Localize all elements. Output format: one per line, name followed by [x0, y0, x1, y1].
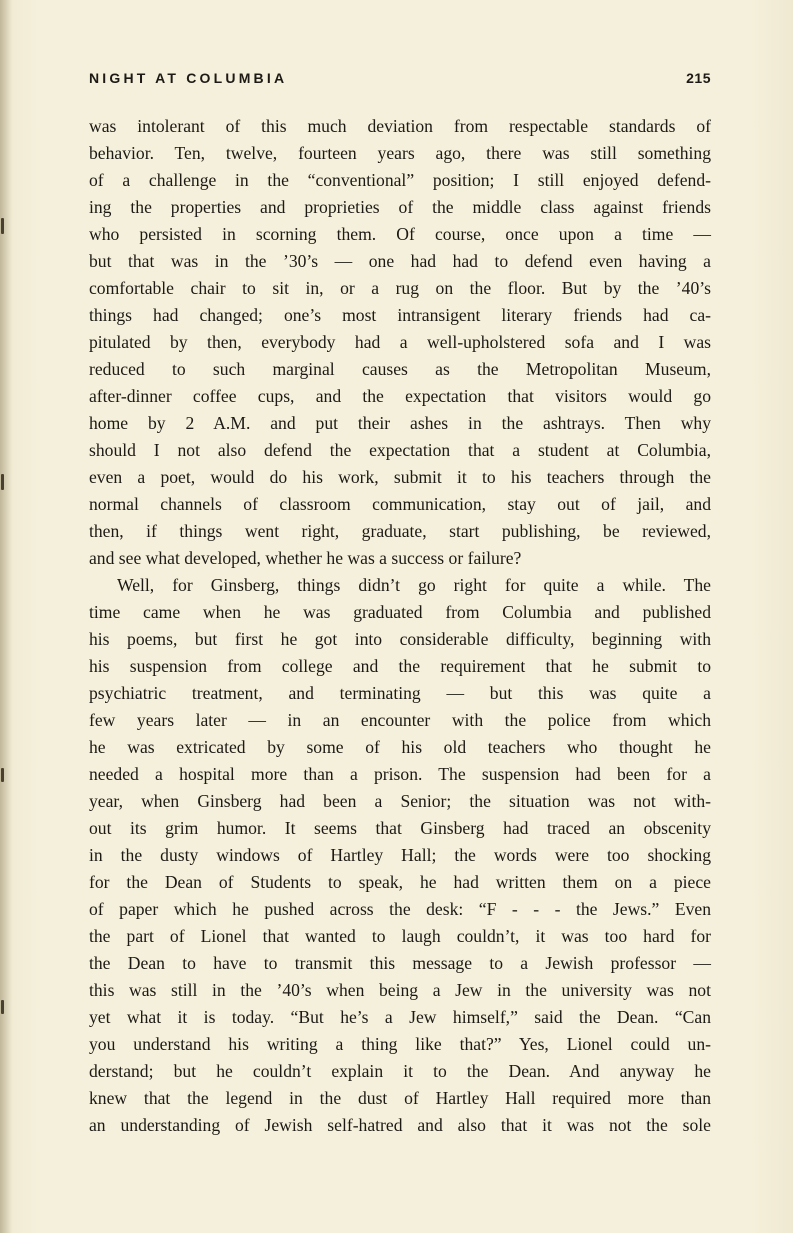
- text-line: his suspension from college and the requirement that he submit to: [89, 656, 711, 676]
- text-line: ing the properties and proprieties of the middle class against friends: [89, 197, 711, 217]
- text-line: then, if things went right, graduate, start publishing, be reviewed,: [89, 521, 711, 541]
- paragraph-last-line: and see what developed, whether he was a success or failure?: [89, 548, 522, 568]
- binding-mark: [1, 218, 4, 234]
- text-line: even a poet, would do his work, submit it to his teachers through the: [89, 467, 711, 487]
- text-line: but that was in the ’30’s — one had had to defend even having a: [89, 251, 711, 271]
- text-line: this was still in the ’40’s when being a Jew in the university was not: [89, 980, 711, 1000]
- text-line: you understand his writing a thing like that?” Yes, Lionel could un-: [89, 1034, 711, 1054]
- text-line: normal channels of classroom communication, stay out of jail, and: [89, 494, 711, 514]
- paragraph-first-line: Well, for Ginsberg, things didn’t go right for quite a while. The: [117, 575, 711, 595]
- text-line: in the dusty windows of Hartley Hall; the words were too shocking: [89, 845, 711, 865]
- text-line: the Dean to have to transmit this message to a Jewish professor —: [89, 953, 711, 973]
- text-line: few years later — in an encounter with the police from which: [89, 710, 711, 730]
- text-line: an understanding of Jewish self-hatred and also that it was not the sole: [89, 1115, 711, 1135]
- text-line: time came when he was graduated from Columbia and published: [89, 602, 711, 622]
- text-line: of a challenge in the “conventional” position; I still enjoyed defend-: [89, 170, 711, 190]
- binding-mark: [1, 474, 4, 490]
- text-line: was intolerant of this much deviation from respectable standards of: [89, 116, 711, 136]
- text-line: knew that the legend in the dust of Hartley Hall required more than: [89, 1088, 711, 1108]
- text-line: needed a hospital more than a prison. The suspension had been for a: [89, 764, 711, 784]
- text-line: after-dinner coffee cups, and the expectation that visitors would go: [89, 386, 711, 406]
- text-line: reduced to such marginal causes as the Metropolitan Museum,: [89, 359, 711, 379]
- gutter-shadow: [0, 0, 12, 1233]
- text-line: the part of Lionel that wanted to laugh couldn’t, it was too hard for: [89, 926, 711, 946]
- text-line: psychiatric treatment, and terminating — but this was quite a: [89, 683, 711, 703]
- text-line: his poems, but first he got into considerable difficulty, beginning with: [89, 629, 711, 649]
- running-head: [89, 70, 711, 92]
- text-line: who persisted in scorning them. Of course, once upon a time —: [89, 224, 711, 244]
- text-line: out its grim humor. It seems that Ginsberg had traced an obscenity: [89, 818, 711, 838]
- text-line: should I not also defend the expectation that a student at Columbia,: [89, 440, 711, 460]
- text-line: he was extricated by some of his old teachers who thought he: [89, 737, 711, 757]
- binding-mark: [1, 1000, 4, 1014]
- text-line: things had changed; one’s most intransigent literary friends had ca-: [89, 305, 711, 325]
- page-number: 215: [686, 70, 711, 86]
- running-head-title: NIGHT AT COLUMBIA: [89, 70, 288, 86]
- text-line: comfortable chair to sit in, or a rug on the floor. But by the ’40’s: [89, 278, 711, 298]
- text-line: for the Dean of Students to speak, he had written them on a piece: [89, 872, 711, 892]
- text-line: of paper which he pushed across the desk: “F - - - the Jews.” Even: [89, 899, 711, 919]
- text-line: pitulated by then, everybody had a well-upholstered sofa and I was: [89, 332, 711, 352]
- binding-mark: [1, 768, 4, 782]
- text-line: yet what it is today. “But he’s a Jew himself,” said the Dean. “Can: [89, 1007, 711, 1027]
- text-line: year, when Ginsberg had been a Senior; the situation was not with-: [89, 791, 711, 811]
- body-text: [89, 113, 711, 1139]
- text-line: derstand; but he couldn’t explain it to the Dean. And anyway he: [89, 1061, 711, 1081]
- text-line: behavior. Ten, twelve, fourteen years ago, there was still something: [89, 143, 711, 163]
- text-line: home by 2 A.M. and put their ashes in the ashtrays. Then why: [89, 413, 711, 433]
